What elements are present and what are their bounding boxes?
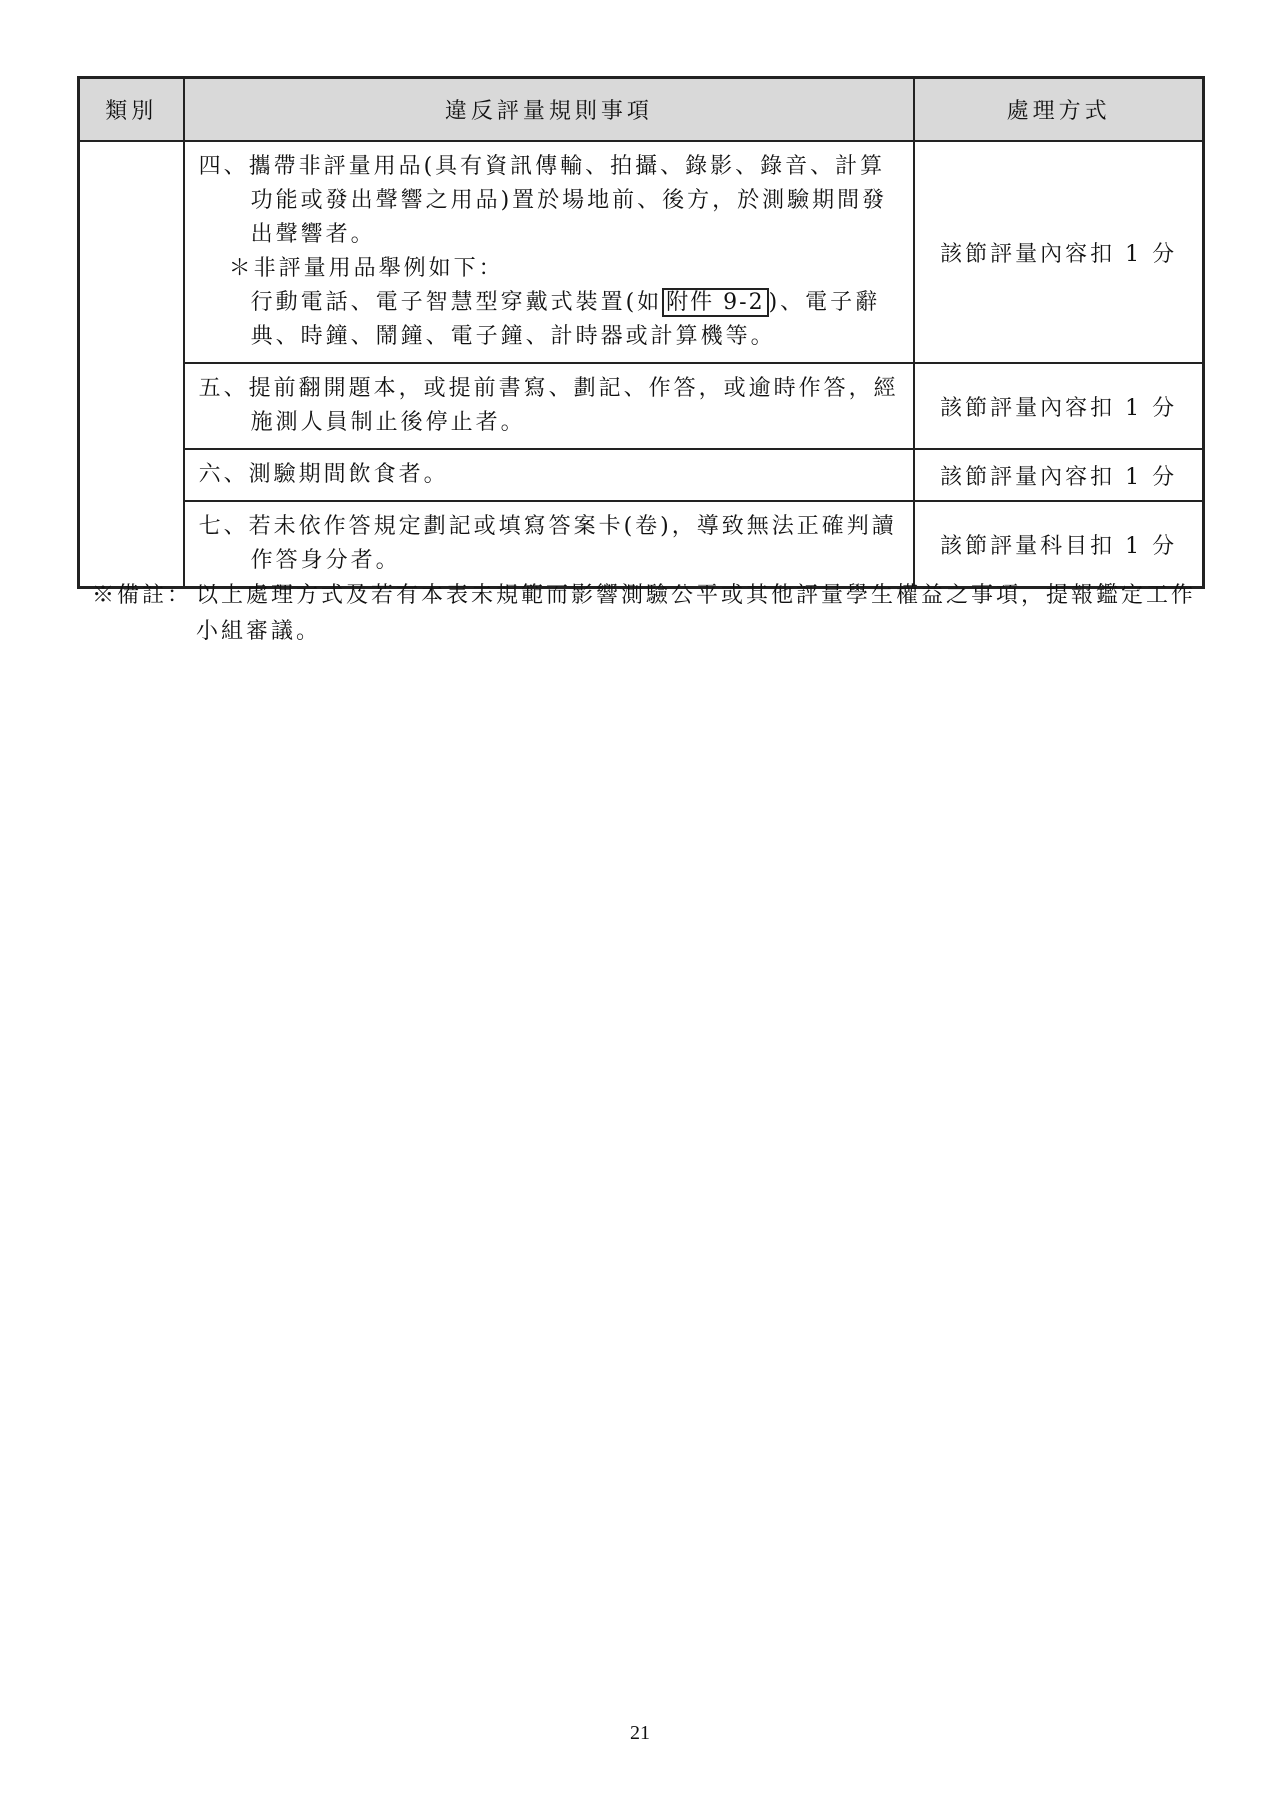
header-category: 類別 bbox=[79, 78, 184, 142]
example-prefix: 行動電話、電子智慧型穿戴式裝置(如 bbox=[250, 290, 663, 315]
example-suffix: )、電子辭典、時鐘、鬧鐘、電子鐘、計時器或計算機等。 bbox=[250, 290, 881, 349]
handling-cell: 該節評量科目扣 1 分 bbox=[914, 501, 1203, 588]
violation-text: 五、提前翻開題本，或提前書寫、劃記、作答，或逾時作答，經施測人員制止後停止者。 bbox=[198, 376, 899, 435]
table-row bbox=[79, 141, 1204, 363]
header-handling: 處理方式 bbox=[914, 78, 1203, 142]
rules-table bbox=[77, 76, 1205, 589]
example-text bbox=[199, 286, 902, 354]
handling-cell: 該節評量內容扣 1 分 bbox=[914, 449, 1203, 501]
page-number: 21 bbox=[630, 1722, 650, 1744]
table-header-row bbox=[79, 78, 1204, 142]
violation-item-7 bbox=[184, 501, 915, 588]
category-cell bbox=[79, 141, 184, 588]
attachment-reference: 附件 9-2 bbox=[662, 288, 768, 317]
table-row bbox=[79, 363, 1204, 449]
table-row bbox=[79, 449, 1204, 501]
table-row bbox=[79, 501, 1204, 588]
violation-text: 七、若未依作答規定劃記或填寫答案卡(卷)，導致無法正確判讀作答身分者。 bbox=[198, 514, 897, 573]
violation-item-5 bbox=[184, 363, 915, 449]
violation-item-6 bbox=[184, 449, 915, 501]
remark-note bbox=[92, 578, 1202, 650]
handling-cell: 該節評量內容扣 1 分 bbox=[914, 363, 1203, 449]
violation-text: 六、測驗期間飲食者。 bbox=[198, 462, 449, 487]
violation-text: 四、攜帶非評量用品(具有資訊傳輸、拍攝、錄影、錄音、計算功能或發出聲響之用品)置於場地前、後方，於測驗期間發出聲響者。 bbox=[198, 154, 888, 247]
remark-text: 以上處理方式及若有本表未規範而影響測驗公平或其他評量學生權益之事項，提報鑑定工作小組審議。 bbox=[196, 583, 1197, 644]
violation-item-4 bbox=[184, 141, 915, 363]
remark-label: ※備註： bbox=[92, 583, 193, 608]
header-violation: 違反評量規則事項 bbox=[184, 78, 915, 142]
note-heading: ＊非評量用品舉例如下： bbox=[228, 256, 504, 281]
handling-cell: 該節評量內容扣 1 分 bbox=[914, 141, 1203, 363]
